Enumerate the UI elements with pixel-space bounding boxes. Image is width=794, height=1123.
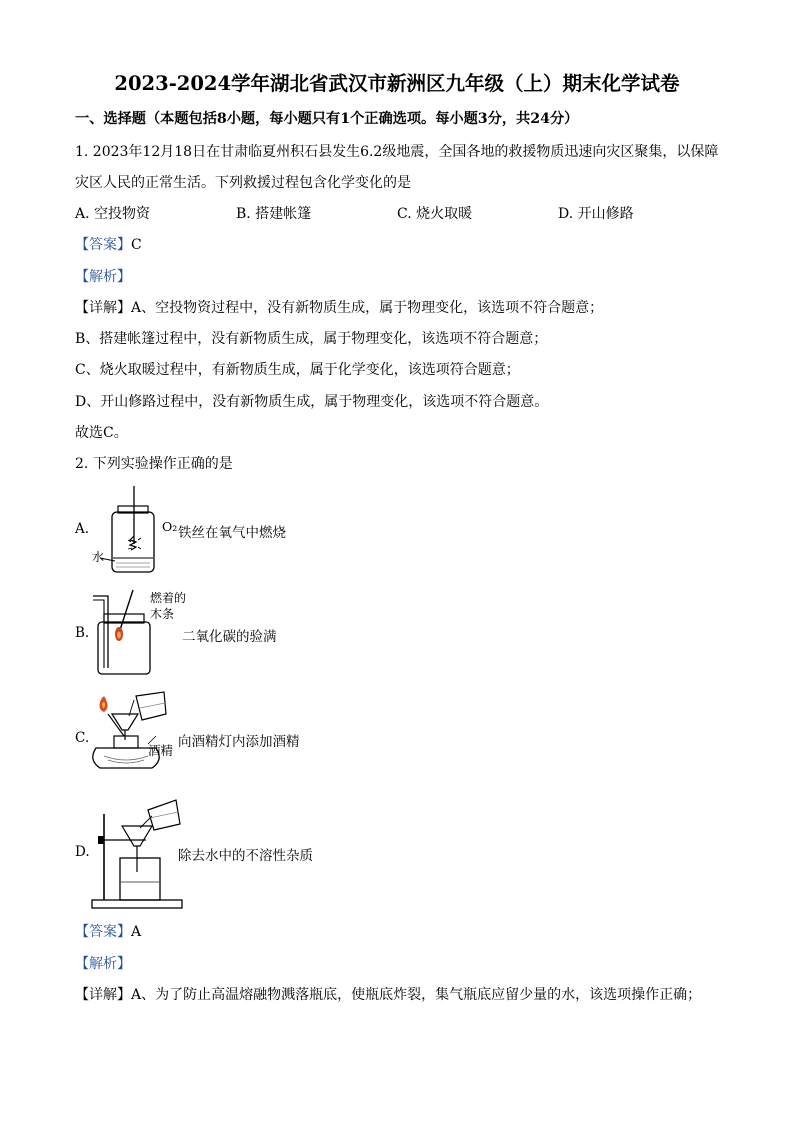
page-title: 2023-2024学年湖北省武汉市新洲区九年级（上）期末化学试卷	[114, 72, 680, 95]
q2-analysis-tag: 【解析】	[75, 956, 131, 972]
filtration-figure	[90, 796, 186, 910]
q1-detail-a	[75, 297, 603, 317]
q2-detail-a	[75, 984, 701, 1004]
q2-option-a-caption: 铁丝在氧气中燃烧	[178, 525, 286, 541]
q1-conclusion: 故选C。	[75, 425, 128, 441]
answer-value: A	[131, 924, 142, 940]
answer-tag: 【答案】	[75, 237, 131, 253]
q1-option-b: B. 搭建帐篷	[236, 206, 312, 222]
q1-option-d: D. 开山修路	[558, 206, 634, 222]
q2-option-c-caption: 向酒精灯内添加酒精	[178, 734, 300, 750]
q1-detail-b: B、搭建帐篷过程中，没有新物质生成，属于物理变化，该选项不符合题意；	[75, 331, 548, 347]
q2-option-b-letter: B.	[75, 625, 90, 641]
detail-text: A、为了防止高温熔融物溅落瓶底，使瓶底炸裂，集气瓶底应留少量的水，该选项操作正确；	[131, 987, 702, 1003]
q1-option-a: A. 空投物资	[75, 206, 151, 222]
alcohol-label: 酒精	[148, 743, 174, 758]
q1-option-c: C. 烧火取暖	[397, 206, 473, 222]
stick-label-line1: 燃着的	[150, 591, 187, 605]
q2-answer	[75, 921, 141, 941]
q2-option-d-caption: 除去水中的不溶性杂质	[178, 848, 313, 864]
q1-detail-d: D、开山修路过程中，没有新物质生成，属于物理变化，该选项不符合题意。	[75, 394, 549, 410]
q1-stem-line1: 1. 2023年12月18日在甘肃临夏州积石县发生6.2级地震，全国各地的救援物质迅速向灾区聚集，以保障	[75, 144, 719, 160]
detail-tag: 【详解】	[75, 300, 131, 316]
q1-stem-line2: 灾区人民的正常生活。下列救援过程包含化学变化的是	[75, 175, 411, 191]
stick-label-line2: 木条	[150, 607, 175, 621]
q1-analysis-tag: 【解析】	[75, 269, 131, 285]
q2-option-d-letter: D.	[75, 844, 90, 860]
answer-tag: 【答案】	[75, 924, 131, 940]
q2-option-c-letter: C.	[75, 730, 90, 746]
q2-option-a-letter: A.	[75, 521, 90, 537]
detail-tag: 【详解】	[75, 987, 131, 1003]
oxygen-label: O₂	[162, 519, 178, 534]
q1-detail-c: C、烧火取暖过程中，有新物质生成，属于化学变化，该选项符合题意；	[75, 362, 520, 378]
alcohol-lamp-figure	[86, 690, 182, 780]
q2-stem: 2. 下列实验操作正确的是	[75, 456, 233, 472]
q2-option-b-caption: 二氧化碳的验满	[182, 629, 277, 645]
section-heading: 一、选择题（本题包括8小题，每小题只有1个正确选项。每小题3分，共24分）	[75, 111, 579, 127]
water-label: 水	[92, 550, 105, 564]
detail-text: A、空投物资过程中，没有新物质生成，属于物理变化，该选项不符合题意；	[131, 300, 604, 316]
q1-answer	[75, 234, 142, 254]
answer-value: C	[131, 237, 142, 253]
